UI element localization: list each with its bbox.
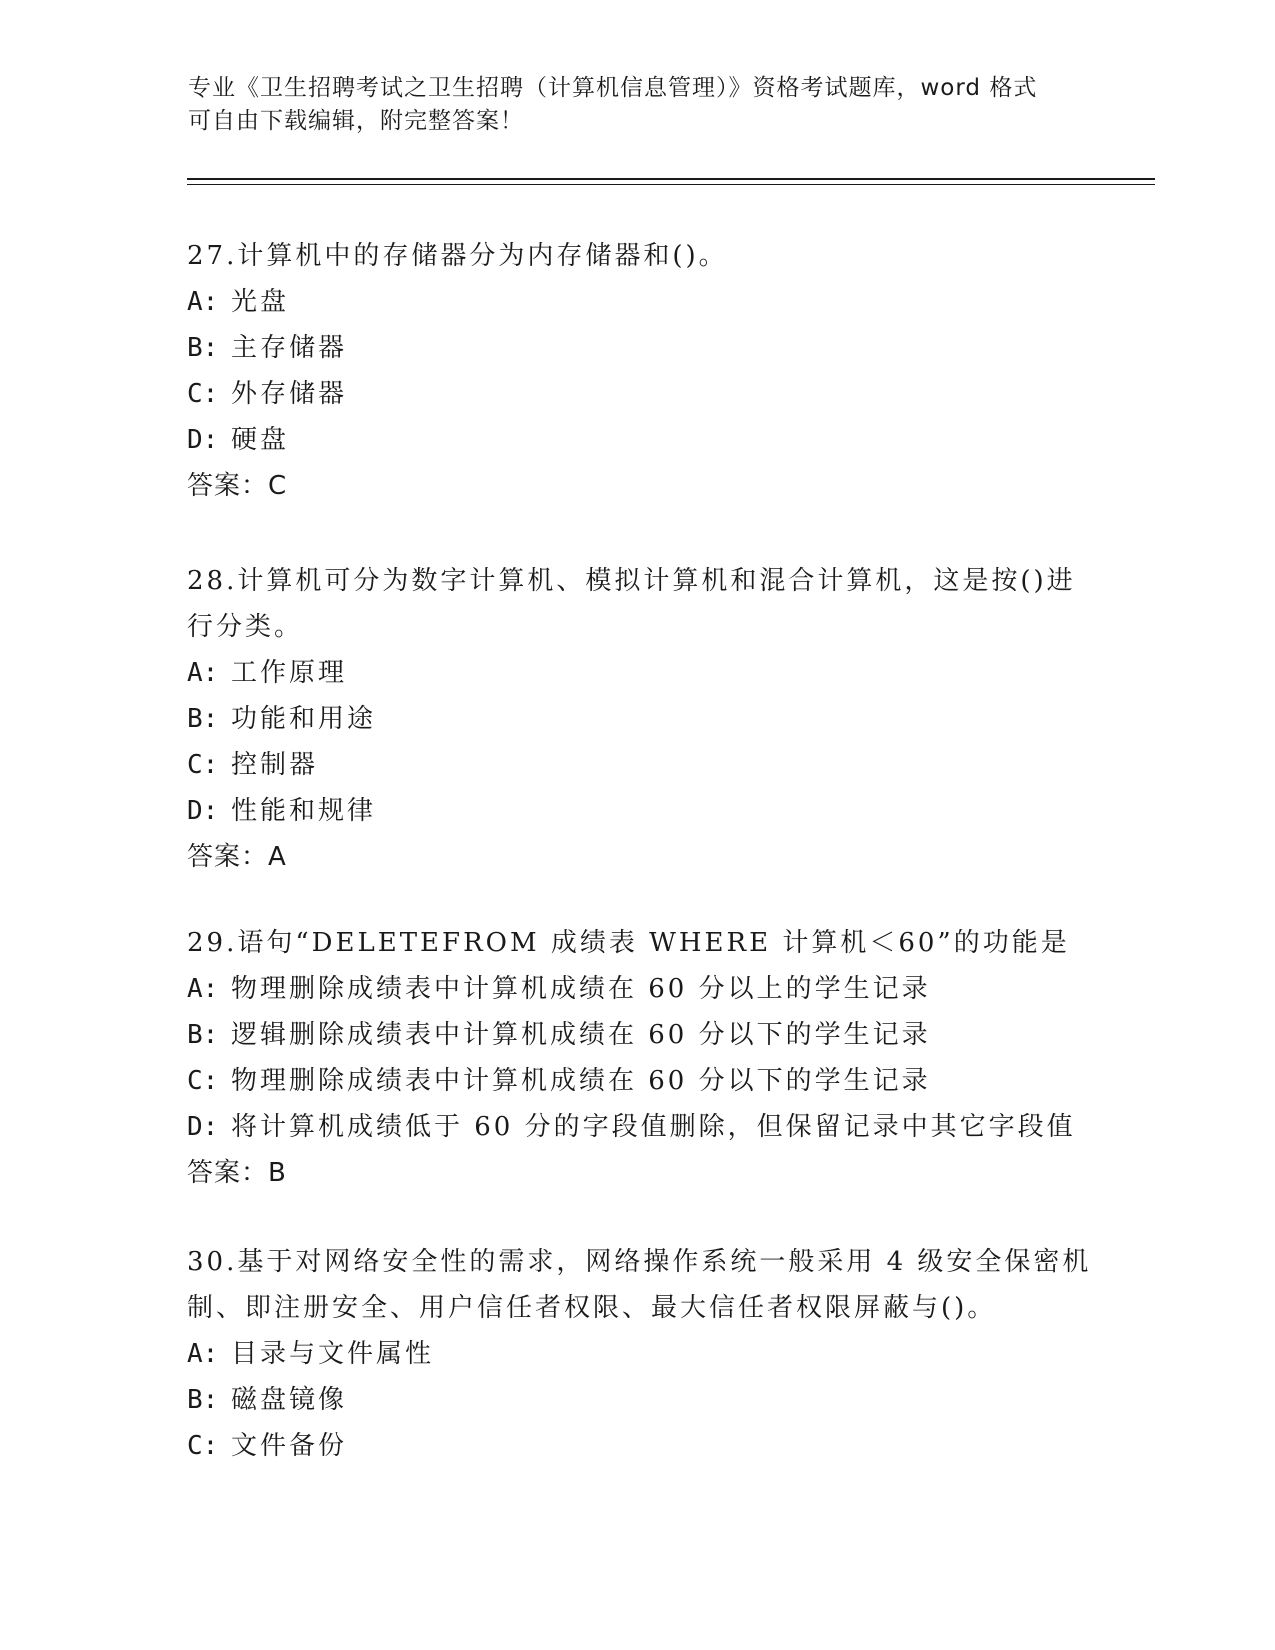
option-c — [187, 1058, 1087, 1104]
option-key: C: — [187, 750, 219, 780]
option-key: A: — [187, 1339, 219, 1369]
question-29 — [187, 920, 1087, 1196]
option-key: C: — [187, 1066, 219, 1096]
option-key: D: — [187, 1112, 219, 1142]
option-text: 物理删除成绩表中计算机成绩在 60 分以上的学生记录 — [231, 974, 931, 1004]
option-a — [187, 1331, 1087, 1377]
header-divider — [187, 178, 1155, 185]
question-28 — [187, 558, 1087, 880]
option-text: 目录与文件属性 — [231, 1339, 435, 1369]
question-text: 27.计算机中的存储器分为内存储器和()。 — [187, 241, 728, 271]
option-text: 逻辑删除成绩表中计算机成绩在 60 分以下的学生记录 — [231, 1020, 931, 1050]
option-key: D: — [187, 796, 219, 826]
option-a — [187, 279, 1087, 325]
option-text: 文件备份 — [231, 1431, 348, 1461]
option-d — [187, 788, 1087, 834]
option-c — [187, 742, 1087, 788]
question-text-continued: 行分类。 — [187, 612, 304, 642]
option-text: 物理删除成绩表中计算机成绩在 60 分以下的学生记录 — [231, 1066, 931, 1096]
question-text: 30.基于对网络安全性的需求，网络操作系统一般采用 4 级安全保密机 — [187, 1247, 1092, 1277]
option-text: 将计算机成绩低于 60 分的字段值删除，但保留记录中其它字段值 — [231, 1112, 1076, 1142]
option-text: 外存储器 — [231, 379, 348, 409]
option-c — [187, 371, 1087, 417]
question-text: 28.计算机可分为数字计算机、模拟计算机和混合计算机，这是按()进 — [187, 566, 1076, 596]
option-text: 主存储器 — [231, 333, 348, 363]
option-key: A: — [187, 287, 219, 317]
question-27 — [187, 233, 1087, 509]
option-key: A: — [187, 974, 219, 1004]
option-key: B: — [187, 704, 219, 734]
question-text-continued: 制、即注册安全、用户信任者权限、最大信任者权限屏蔽与()。 — [187, 1293, 997, 1323]
option-d — [187, 1104, 1087, 1150]
option-text: 光盘 — [231, 287, 290, 317]
option-key: B: — [187, 1020, 219, 1050]
document-header — [188, 72, 1088, 138]
option-key: C: — [187, 379, 219, 409]
option-a — [187, 650, 1087, 696]
option-key: A: — [187, 658, 219, 688]
question-text: 29.语句“DELETEFROM 成绩表 WHERE 计算机＜60”的功能是 — [187, 928, 1070, 958]
option-text: 控制器 — [231, 750, 319, 780]
answer-line: 答案：B — [187, 1158, 287, 1188]
option-c — [187, 1423, 1087, 1469]
option-b — [187, 696, 1087, 742]
option-key: B: — [187, 1385, 219, 1415]
option-a — [187, 966, 1087, 1012]
answer-line: 答案：C — [187, 471, 288, 501]
option-text: 工作原理 — [231, 658, 348, 688]
option-d — [187, 417, 1087, 463]
option-b — [187, 1012, 1087, 1058]
option-key: B: — [187, 333, 219, 363]
option-b — [187, 325, 1087, 371]
option-text: 性能和规律 — [231, 796, 377, 826]
option-text: 磁盘镜像 — [231, 1385, 348, 1415]
option-text: 功能和用途 — [231, 704, 377, 734]
option-key: D: — [187, 425, 219, 455]
option-text: 硬盘 — [231, 425, 290, 455]
option-key: C: — [187, 1431, 219, 1461]
header-line-2: 可自由下载编辑，附完整答案！ — [188, 108, 524, 134]
header-line-1: 专业《卫生招聘考试之卫生招聘（计算机信息管理）》资格考试题库，word 格式 — [188, 75, 1038, 101]
option-b — [187, 1377, 1087, 1423]
answer-line: 答案：A — [187, 842, 287, 872]
question-30 — [187, 1239, 1092, 1469]
